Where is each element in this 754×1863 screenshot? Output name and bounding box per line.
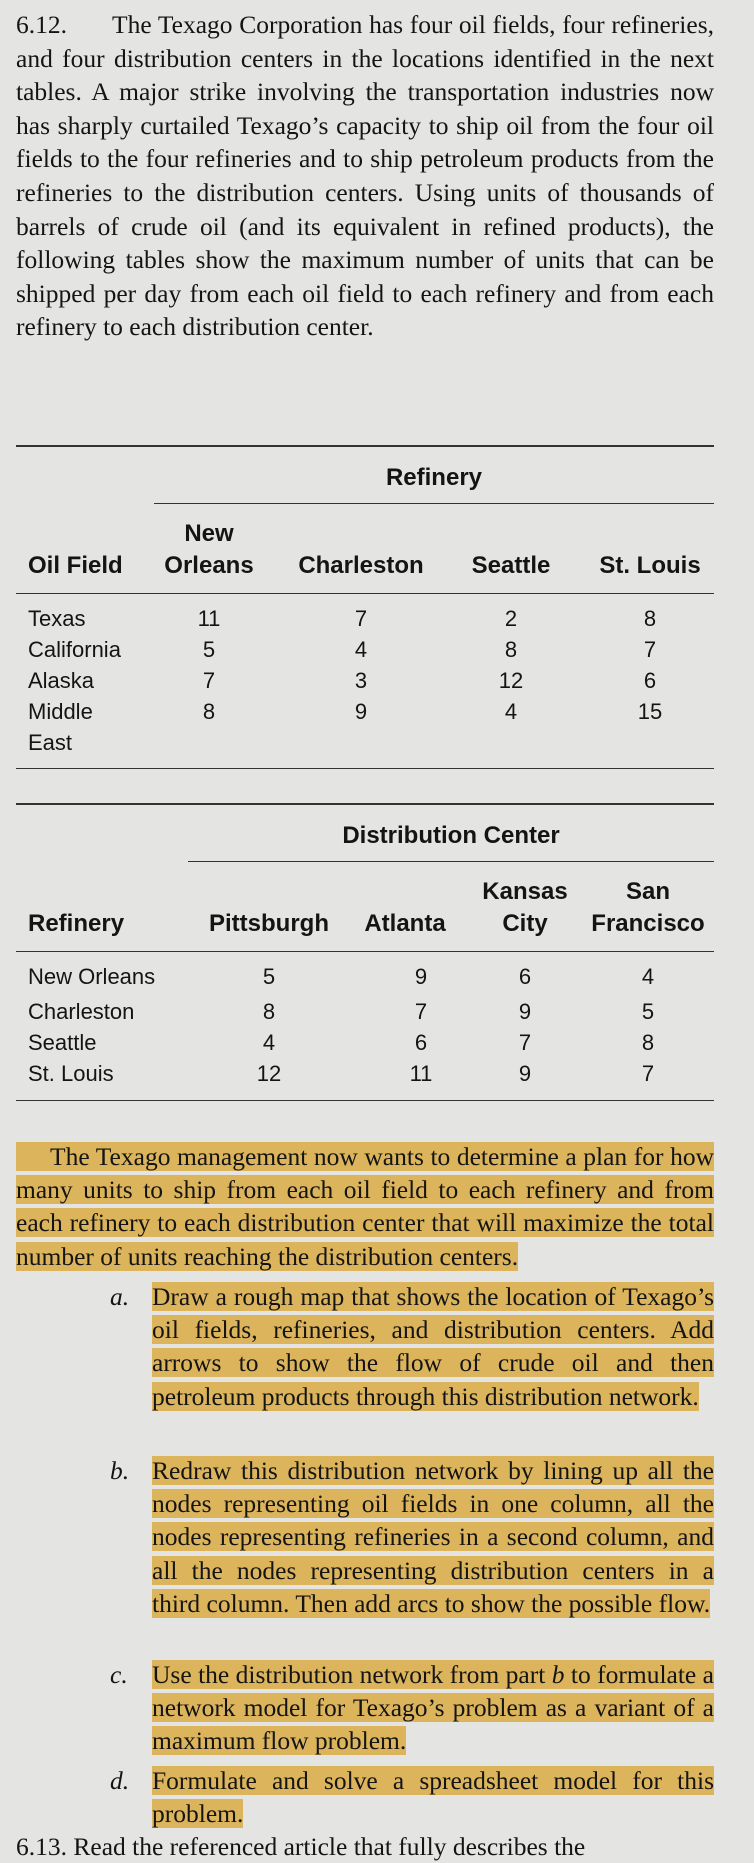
header-rule (16, 951, 714, 952)
problem-intro-text: The Texago Corporation has four oil fields, four refineries, and four distribution centers in the locations identified in the next tables. A major strike involving the transportation industries now has sharply curtailed Texago’s capacity to ship oil from the four oil fields to the four refineries and to ship petroleum products from the refineries to the distribution centers. Using units of thousands of barrels of crude oil (and its equivalent in refined products), the following tables show the maximum number of units that can be shipped per day from each oil field to each refinery and from each refinery to each distribution center. (16, 10, 714, 342)
table-cell: 7 (354, 606, 368, 631)
problem-intro (16, 8, 714, 344)
table-cell: 4 (354, 637, 368, 662)
column-header: Kansas City (482, 878, 568, 937)
table-cell: 9 (414, 964, 428, 989)
table-cell: 6 (414, 1030, 428, 1055)
table-cell: 11 (197, 606, 221, 631)
row-label: Seattle (28, 1030, 97, 1055)
part-a (110, 1280, 714, 1413)
table-top-rule (16, 803, 714, 805)
table-cell: 4 (504, 699, 518, 724)
column-header: St. Louis (599, 552, 701, 579)
table-cell: 8 (262, 999, 276, 1024)
table-group-header: Distribution Center (342, 822, 560, 849)
column-header: Seattle (471, 552, 551, 579)
part-c (110, 1658, 714, 1758)
table-cell: 5 (262, 964, 276, 989)
table-cell: 12 (498, 668, 524, 693)
group-header-rule (154, 503, 714, 504)
column-header: Charleston (298, 552, 424, 579)
table-cell: 7 (414, 999, 428, 1024)
refinery-distribution-table (16, 798, 714, 1108)
table-cell: 5 (202, 637, 216, 662)
header-rule (16, 593, 714, 594)
table-cell: 8 (641, 1030, 655, 1055)
table-cell: 8 (202, 699, 216, 724)
management-paragraph-text: The Texago management now wants to determine a plan for how many units to ship from each oil field to each refinery and from each refinery to each distribution center that will maximize the total number of units reaching the distribution centers. (16, 1142, 714, 1271)
table-bottom-rule (16, 1100, 714, 1101)
table-cell: 5 (641, 999, 655, 1024)
table-group-header: Refinery (385, 464, 483, 491)
table-cell: 6 (643, 668, 657, 693)
column-header: Atlanta (364, 910, 446, 937)
table-cell: 2 (504, 606, 518, 631)
column-header: New Orleans (164, 520, 254, 579)
part-text: Use the distribution network from part b to formulate a network model for Texago’s problem as a variant of a maximum flow problem. (152, 1660, 714, 1756)
part-text: Redraw this distribution network by lining up all the nodes representing oil fields in one column, all the nodes representing refineries in a second column, and all the nodes representing distribution centers in a third column. Then add arcs to show the possible flow. (152, 1456, 714, 1618)
column-header: San Francisco (591, 878, 705, 937)
row-label: Charleston (28, 999, 135, 1024)
table-cell: 4 (262, 1030, 276, 1055)
part-label: c. (110, 1660, 128, 1689)
table-cell: 9 (518, 999, 532, 1024)
management-paragraph (16, 1140, 714, 1273)
row-label: California (28, 637, 121, 662)
row-header: Oil Field (28, 552, 123, 579)
row-label: Middle East (28, 699, 93, 755)
problem-number: 6.12. (16, 10, 67, 39)
part-label: d. (110, 1766, 130, 1795)
row-label: Alaska (28, 668, 95, 693)
table-cell: 6 (518, 964, 532, 989)
table-cell: 15 (637, 699, 663, 724)
table-cell: 12 (256, 1061, 282, 1086)
part-d (110, 1764, 714, 1830)
table-cell: 9 (518, 1061, 532, 1086)
table-cell: 11 (409, 1061, 433, 1086)
table-cell: 9 (354, 699, 368, 724)
row-label: Texas (28, 606, 86, 631)
table-bottom-rule (16, 768, 714, 769)
table-cell: 7 (202, 668, 216, 693)
table-cell: 3 (354, 668, 368, 693)
table-cell: 7 (518, 1030, 532, 1055)
table-top-rule (16, 445, 714, 447)
part-label: b. (110, 1456, 130, 1485)
part-text: Formulate and solve a spreadsheet model for this problem. (152, 1766, 714, 1829)
table-cell: 7 (641, 1061, 655, 1086)
table-cell: 8 (504, 637, 518, 662)
part-label: a. (110, 1282, 130, 1311)
next-problem-fragment: 6.13. Read the referenced article that fully describes the (16, 1832, 586, 1861)
oilfield-refinery-table (16, 440, 714, 770)
group-header-rule (188, 861, 714, 862)
table-cell: 8 (643, 606, 657, 631)
column-header: Pittsburgh (209, 910, 329, 937)
part-b (110, 1454, 714, 1620)
part-text: Draw a rough map that shows the location of Texago’s oil fields, refineries, and distribution centers. Add arrows to show the flow of crude oil and then petroleum products through this distribution network. (152, 1282, 714, 1411)
table-cell: 7 (643, 637, 657, 662)
row-label: St. Louis (28, 1061, 114, 1086)
row-label: New Orleans (28, 964, 156, 989)
table-cell: 4 (641, 964, 655, 989)
row-header: Refinery (28, 910, 125, 937)
